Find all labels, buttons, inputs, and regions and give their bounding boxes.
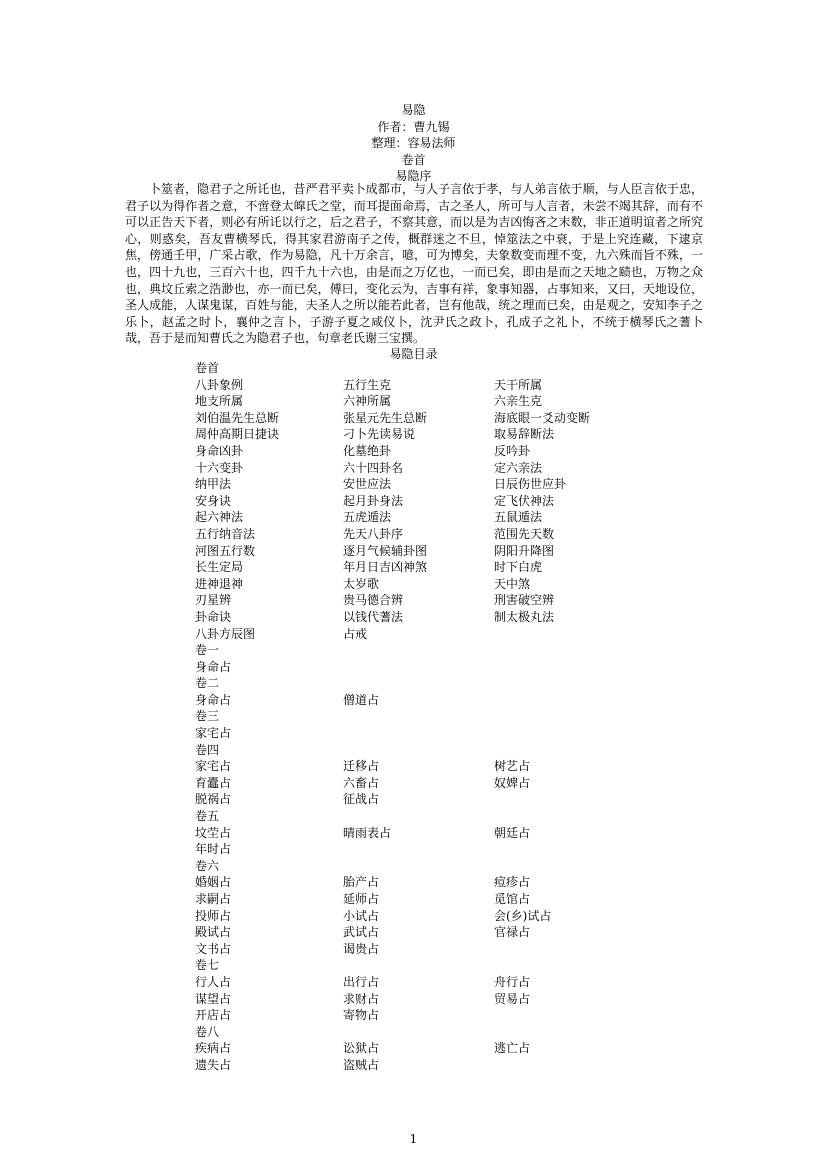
toc-entry: 求嗣占 xyxy=(195,892,232,906)
toc-row xyxy=(195,443,655,460)
toc-entry: 卷五 xyxy=(195,809,220,824)
toc-entry: 晴雨表占 xyxy=(343,825,392,840)
toc-entry: 天中煞 xyxy=(494,576,531,591)
toc-entry xyxy=(494,1057,644,1074)
toc-entry: 朝廷占 xyxy=(494,825,531,840)
toc-row xyxy=(195,1024,655,1041)
toc-entry: 家宅占 xyxy=(195,726,232,741)
toc-row xyxy=(195,426,655,443)
toc-entry: 定飞伏神法 xyxy=(494,493,555,508)
toc-entry: 长生定局 xyxy=(195,560,244,575)
toc-entry: 贸易占 xyxy=(494,991,531,1006)
toc-entry xyxy=(343,858,494,875)
toc-row xyxy=(195,991,655,1008)
toc-entry: 张星元先生总断 xyxy=(343,410,428,425)
toc-row xyxy=(195,393,655,410)
toc-entry: 官禄占 xyxy=(494,925,531,940)
toc-entry: 觅馆占 xyxy=(494,892,531,906)
toc-entry: 海底眼一爻动变断 xyxy=(494,410,591,425)
toc-entry xyxy=(494,1024,644,1041)
toc-entry: 时下白虎 xyxy=(494,560,543,575)
toc-entry xyxy=(343,708,494,725)
toc-row xyxy=(195,791,655,808)
toc-row xyxy=(195,509,655,526)
toc-row xyxy=(195,559,655,576)
toc-entry: 卷八 xyxy=(195,1024,220,1039)
toc-entry: 疾病占 xyxy=(195,1041,232,1056)
toc-entry: 文书占 xyxy=(195,941,232,956)
toc-entry: 五行生克 xyxy=(343,377,392,392)
toc-entry: 卦命诀 xyxy=(195,609,232,624)
toc-entry xyxy=(494,692,644,709)
toc-row xyxy=(195,758,655,775)
toc-row xyxy=(195,576,655,593)
editor-line: 整理：容易法师 xyxy=(371,136,456,150)
toc-row xyxy=(195,874,655,891)
toc-row xyxy=(195,526,655,543)
toc-entry: 延师占 xyxy=(343,892,380,906)
toc-entry: 刑害破空辨 xyxy=(494,593,555,608)
toc-row xyxy=(195,642,655,659)
toc-entry xyxy=(343,642,494,659)
toc-entry: 婚姻占 xyxy=(195,875,232,890)
toc-entry: 十六变卦 xyxy=(195,460,244,475)
toc-entry: 地支所属 xyxy=(195,394,244,409)
toc-entry: 制太极丸法 xyxy=(494,609,555,624)
toc-row xyxy=(195,841,655,858)
toc-row xyxy=(195,377,655,394)
toc-entry: 育蠹占 xyxy=(195,775,232,790)
toc-entry: 取易辞断法 xyxy=(494,427,555,442)
toc-entry: 八卦象例 xyxy=(195,377,244,392)
toc-row xyxy=(195,725,655,742)
toc-entry: 起月卦身法 xyxy=(343,493,404,508)
toc-entry: 六神所属 xyxy=(343,394,392,409)
toc-row xyxy=(195,460,655,477)
toc-entry: 出行占 xyxy=(343,974,380,989)
toc-entry: 反吟卦 xyxy=(494,443,531,458)
toc-entry xyxy=(343,659,494,676)
toc-entry xyxy=(494,742,644,759)
toc-entry xyxy=(343,360,494,377)
toc-row xyxy=(195,360,655,377)
toc-entry: 坟茔占 xyxy=(195,825,232,840)
toc-entry: 年月日吉凶神煞 xyxy=(343,560,428,575)
toc-entry: 阴阳升降图 xyxy=(494,543,555,558)
toc-entry: 化墓绝卦 xyxy=(343,443,392,458)
toc-entry: 征战占 xyxy=(343,792,380,807)
toc-entry: 太岁歌 xyxy=(343,576,380,591)
toc-entry xyxy=(494,957,644,974)
toc-entry: 卷一 xyxy=(195,643,220,658)
toc-entry: 进神退神 xyxy=(195,576,244,591)
toc-row xyxy=(195,908,655,925)
toc-entry xyxy=(343,742,494,759)
toc-entry xyxy=(343,725,494,742)
toc-heading: 易隐目录 xyxy=(389,347,438,361)
toc-row xyxy=(195,410,655,427)
toc-entry: 家宅占 xyxy=(195,759,232,774)
toc-entry: 卷六 xyxy=(195,858,220,873)
toc-entry: 求财占 xyxy=(343,991,380,1006)
toc-entry xyxy=(343,808,494,825)
toc-entry xyxy=(343,957,494,974)
toc-row xyxy=(195,1007,655,1024)
preface-title: 易隐序 xyxy=(395,169,432,183)
toc-entry: 树艺占 xyxy=(494,759,531,774)
toc-entry: 小试占 xyxy=(343,908,380,923)
toc-entry: 定六亲法 xyxy=(494,460,543,475)
toc-entry: 身命占 xyxy=(195,692,232,707)
table-of-contents xyxy=(195,360,655,1074)
toc-entry xyxy=(494,675,644,692)
toc-entry: 安世应法 xyxy=(343,477,392,492)
toc-entry: 卷七 xyxy=(195,958,220,973)
toc-entry: 脱祸占 xyxy=(195,792,232,807)
toc-entry: 殿试占 xyxy=(195,925,232,940)
page-number: 1 xyxy=(409,1132,418,1146)
toc-entry: 舟行占 xyxy=(494,974,531,989)
toc-entry: 卷首 xyxy=(195,361,220,375)
toc-entry: 五虎遁法 xyxy=(343,510,392,525)
toc-entry: 刘伯温先生总断 xyxy=(195,410,280,425)
toc-row xyxy=(195,1040,655,1057)
toc-entry: 卷二 xyxy=(195,676,220,691)
toc-entry xyxy=(494,642,644,659)
toc-entry: 贵马德合辨 xyxy=(343,593,404,608)
toc-entry: 身命凶卦 xyxy=(195,443,244,458)
toc-entry: 身命占 xyxy=(195,659,232,674)
toc-entry: 范围先天数 xyxy=(494,526,555,541)
toc-entry: 刁卜先读易说 xyxy=(343,427,416,442)
toc-entry: 会(乡)试占 xyxy=(494,908,552,923)
toc-entry: 五行纳音法 xyxy=(195,526,256,541)
toc-entry xyxy=(494,725,644,742)
toc-row xyxy=(195,543,655,560)
toc-entry xyxy=(494,808,644,825)
toc-entry: 奴婢占 xyxy=(494,775,531,790)
toc-entry: 刃星辨 xyxy=(195,593,232,608)
toc-entry xyxy=(494,841,644,858)
toc-row xyxy=(195,592,655,609)
toc-entry: 纳甲法 xyxy=(195,477,232,492)
toc-entry: 胎产占 xyxy=(343,875,380,890)
toc-entry xyxy=(494,360,644,377)
toc-row xyxy=(195,476,655,493)
toc-entry xyxy=(343,1024,494,1041)
toc-entry: 卷三 xyxy=(195,709,220,724)
toc-entry: 投师占 xyxy=(195,908,232,923)
toc-entry: 逐月气候辅卦图 xyxy=(343,543,428,558)
toc-row xyxy=(195,825,655,842)
toc-entry: 寄物占 xyxy=(343,1008,380,1023)
toc-entry: 逃亡占 xyxy=(494,1041,531,1056)
toc-entry: 开店占 xyxy=(195,1008,232,1023)
toc-row xyxy=(195,708,655,725)
toc-entry: 痘疹占 xyxy=(494,875,531,890)
toc-row xyxy=(195,1057,655,1074)
toc-entry xyxy=(494,791,644,808)
toc-row xyxy=(195,891,655,908)
volume-heading: 卷首 xyxy=(401,152,426,167)
toc-entry: 五鼠遁法 xyxy=(494,510,543,525)
toc-entry: 谋望占 xyxy=(195,991,232,1006)
document-title: 易隐 xyxy=(401,103,426,117)
toc-entry: 武试占 xyxy=(343,925,380,940)
toc-entry: 六十四卦名 xyxy=(343,460,404,475)
toc-row xyxy=(195,609,655,626)
toc-entry: 六畜占 xyxy=(343,775,380,790)
toc-entry: 行人占 xyxy=(195,974,232,989)
toc-entry xyxy=(494,659,644,676)
toc-entry xyxy=(494,1007,644,1024)
toc-row xyxy=(195,659,655,676)
toc-entry: 卷四 xyxy=(195,742,220,757)
toc-row xyxy=(195,957,655,974)
toc-entry: 河图五行数 xyxy=(195,543,256,558)
toc-entry: 讼狱占 xyxy=(343,1041,380,1056)
toc-entry: 僧道占 xyxy=(343,692,380,707)
toc-entry xyxy=(494,708,644,725)
toc-entry: 盗贼占 xyxy=(343,1057,380,1072)
toc-entry: 周仲高期日捷诀 xyxy=(195,427,280,442)
toc-row xyxy=(195,742,655,759)
toc-row xyxy=(195,493,655,510)
toc-entry xyxy=(343,841,494,858)
toc-entry: 遗失占 xyxy=(195,1057,232,1072)
toc-entry: 年时占 xyxy=(195,842,232,857)
toc-row xyxy=(195,675,655,692)
toc-entry: 六亲生克 xyxy=(494,394,543,409)
toc-entry: 日辰伤世应卦 xyxy=(494,477,567,492)
toc-row xyxy=(195,924,655,941)
toc-entry: 起六神法 xyxy=(195,510,244,525)
toc-row xyxy=(195,775,655,792)
toc-entry: 迁移占 xyxy=(343,759,380,774)
author-line: 作者：曹九锡 xyxy=(377,119,450,134)
toc-entry xyxy=(343,675,494,692)
toc-entry xyxy=(494,941,644,958)
toc-entry: 以钱代蓍法 xyxy=(343,609,404,624)
toc-entry: 天干所属 xyxy=(494,377,543,392)
toc-row xyxy=(195,692,655,709)
toc-entry: 先天八卦序 xyxy=(343,526,404,541)
preface-paragraph: 卜筮者，隐君子之所讬也，昔严君平卖卜成都市，与人子言依于孝，与人弟言依于顺，与人臣言依于忠，君子以为得作者之意，不啻登太皡氏之堂，而耳提面命焉，古之圣人，所可与人言者，未尝不竭其辞，而有不可以正告天下者，则必有所讬以行之，后之君子，不察其意，而以是为吉凶悔吝之末数，非正道明谊者之所究心，则惑矣，吾友曹横琴氏，得其家君游南子之传，概群迷之不旦，悼筮法之中衰，于是上究连藏，下逮京焦，傍通壬甲，广采占歌，作为易隐，凡十万余言，噫，可为博矣，夫象数变而理不变，九六殊而旨不殊，一也，四十九也，三百六十也，四千九十六也，由是而之万亿也，一而已矣，即由是而之天地之赜也，万物之众也，典坟丘索之浩渺也，亦一而已矣，傅曰，变化云为，吉事有祥，象事知器，占事知来，又曰，天地设位，圣人成能，人谋鬼谋，百姓与能，夫圣人之所以能若此者，岂有他哉，统之理而已矣，由是观之，安知李子之乐卜，赵孟之时卜，襄仲之言卜，子游子夏之咸仪卜，沈尹氏之政卜，孔成子之礼卜，不统于横琴氏之蓍卜哉，吾于是而知曹氏之为隐君子也，句章老氏谢三宝撰。 xyxy=(125,182,703,346)
toc-entry: 安身诀 xyxy=(195,493,232,508)
toc-entry: 谒贵占 xyxy=(343,941,380,956)
toc-row xyxy=(195,808,655,825)
toc-row xyxy=(195,858,655,875)
toc-entry: 占戒 xyxy=(343,626,368,641)
toc-row xyxy=(195,974,655,991)
toc-row xyxy=(195,626,655,643)
toc-entry: 八卦方辰图 xyxy=(195,626,256,641)
toc-entry xyxy=(494,626,644,643)
toc-entry xyxy=(494,858,644,875)
toc-row xyxy=(195,941,655,958)
